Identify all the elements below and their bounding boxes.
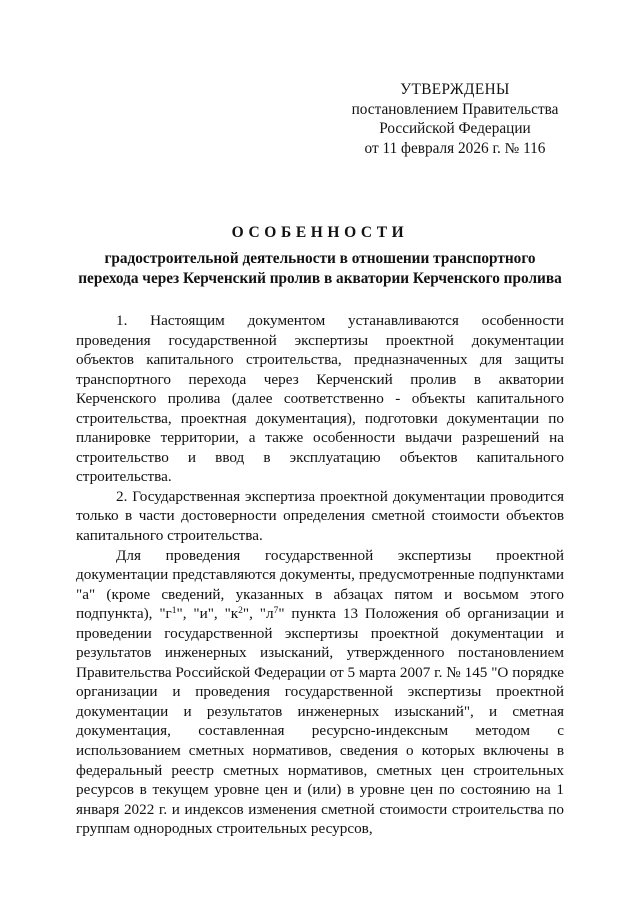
- document-body: [76, 311, 564, 839]
- approval-line-2: Российской Федерации: [379, 120, 531, 137]
- paragraph-3-text-1: Для проведения государственной экспертизы проектной документации представляются документы, предусмотренные подпунктами "а" (кроме сведений, указанных в абзацах пятом и восьмом этого подпункта), "г: [76, 546, 564, 623]
- approval-title: УТВЕРЖДЕНЫ: [400, 81, 510, 98]
- superscript-l: 7: [273, 606, 279, 617]
- document-subtitle: [75, 249, 565, 289]
- paragraph-3-text-4: " пункта 13 Положения об организации и проведении государственной экспертизы проектной документации и результатов инженерных изысканий, утвержденного постановлением Правительства Российской Федерации от 5 марта 2007 г. № 145 "О порядке организации и проведения государственной экспертизы проектной документации и результатов инженерных изысканий", и сметная документация, составленная ресурсно-индексным методом с использованием сметных нормативов, сведения о которых включены в федеральный реестр сметных нормативов, сметных цен строительных ресурсов в текущем уровне цен и (или) в уровне цен по состоянию на 1 января 2022 г. и индексов изменения сметной стоимости строительства по группам однородных строительных ресурсов,: [76, 605, 564, 838]
- approval-line-3: от 11 февраля 2026 г. № 116: [364, 139, 546, 157]
- approval-line-1: постановлением Правительства: [351, 100, 559, 118]
- paragraph-3: [76, 546, 564, 839]
- document-title: ОСОБЕННОСТИ: [231, 224, 409, 241]
- paragraph-1: 1. Настоящим документом устанавливаются особенности проведения государственной экспертизы проектной документации объектов капитального строительства, предназначенных для защиты транспортного перехода через Керченский пролив в акватории Керченского пролива (далее соответственно - объекты капитального строительства, проектная документация), подготовки документации по планировке территории, а также особенности выдачи разрешений на строительство и ввод в эксплуатацию объектов капитального строительства.: [76, 312, 564, 486]
- superscript-k: 2: [238, 606, 243, 617]
- subtitle-line-2: перехода через Керченский пролив в акватории Керченского пролива: [78, 270, 562, 287]
- approval-stamp: [330, 80, 580, 158]
- paragraph-3-text-2: ", "и", "к: [176, 605, 239, 623]
- paragraph-3-text-3: ", "л: [242, 605, 274, 623]
- paragraph-2: 2. Государственная экспертиза проектной документации проводится только в части достоверности определения сметной стоимости объектов капитального строительства.: [76, 487, 564, 545]
- superscript-g: 1: [171, 606, 177, 617]
- subtitle-line-1: градостроительной деятельности в отношении транспортного: [104, 250, 536, 267]
